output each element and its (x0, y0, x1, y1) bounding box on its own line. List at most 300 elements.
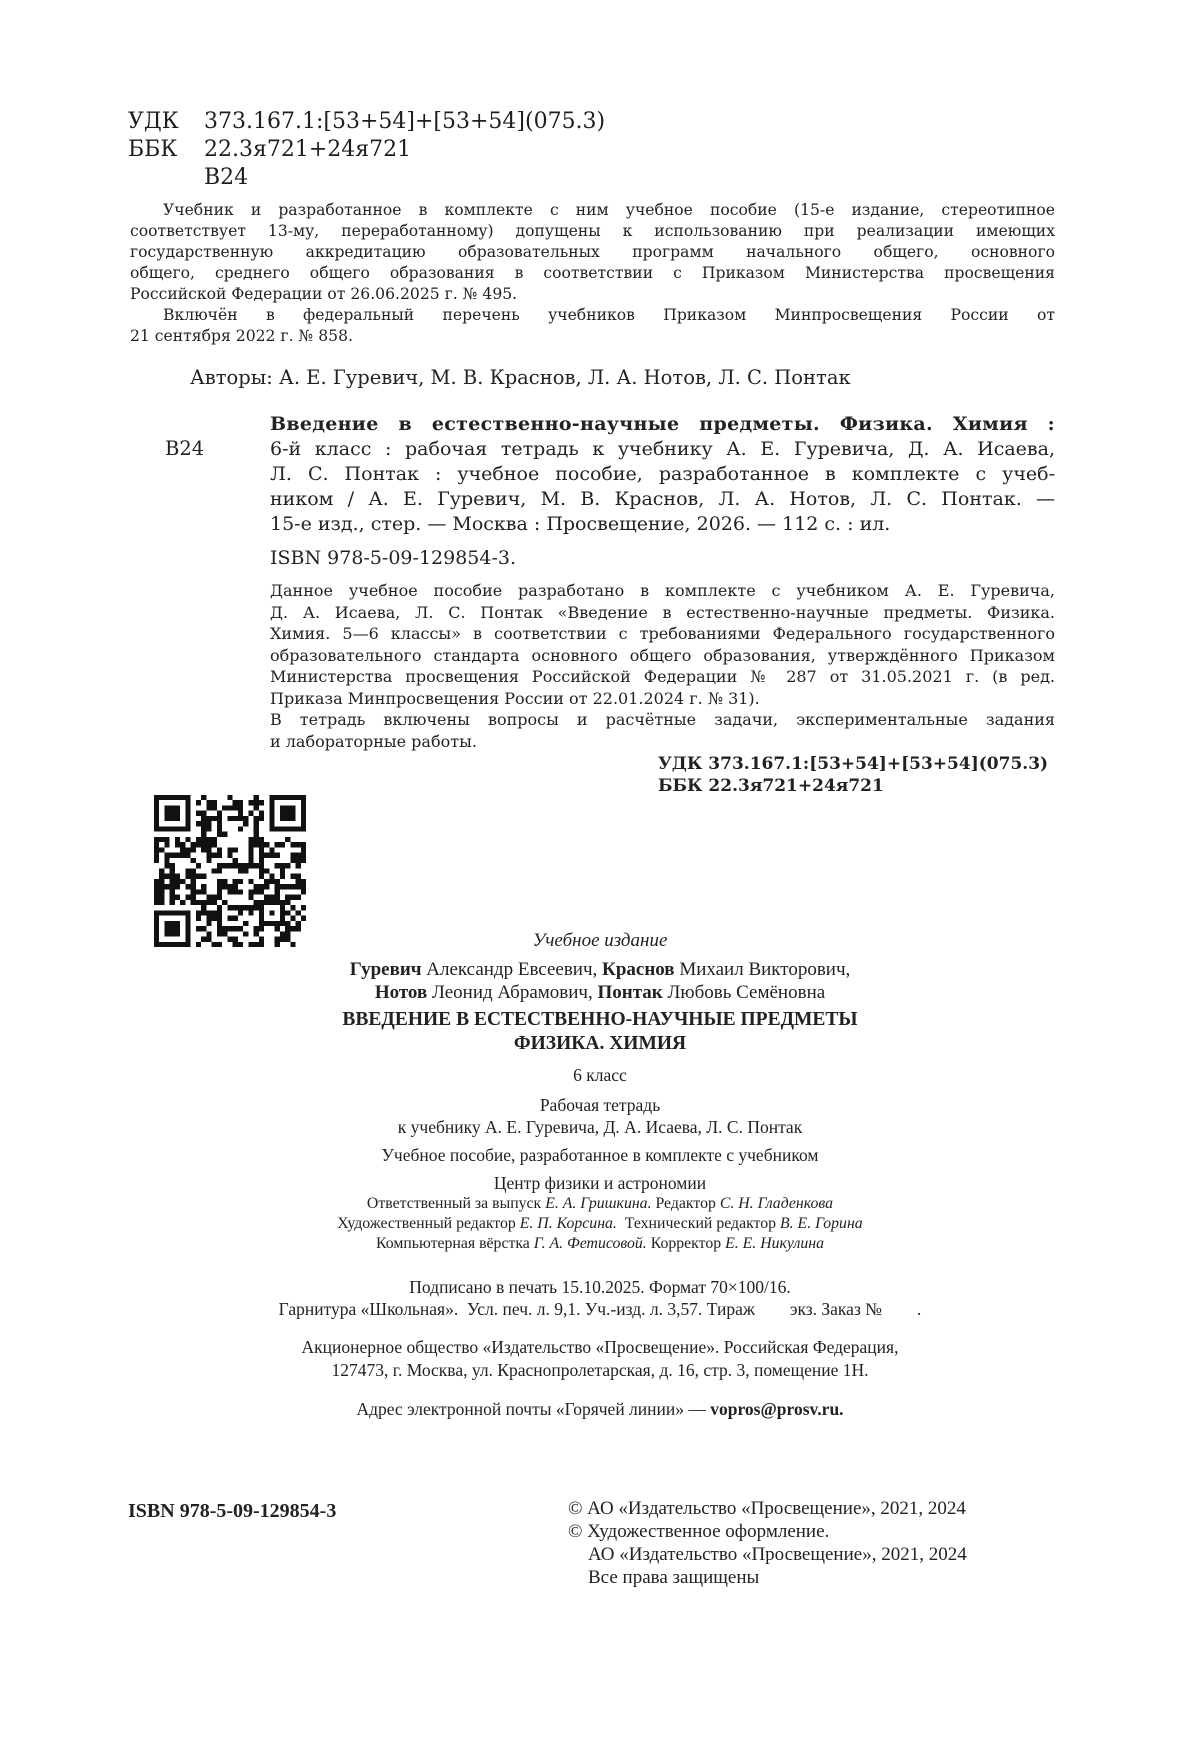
qr-module (269, 879, 274, 884)
qr-module (201, 795, 206, 800)
qr-module (164, 874, 169, 879)
qr-module (290, 916, 295, 921)
qr-module (254, 816, 259, 821)
print-signed: Подписано в печать 15.10.2025. Формат 70×100/16. (409, 1277, 791, 1297)
qr-module (185, 895, 190, 900)
qr-module (164, 858, 169, 863)
qr-module (212, 842, 217, 847)
edition-type: Учебное издание (532, 930, 668, 951)
qr-module (259, 858, 264, 863)
qr-module (296, 853, 301, 858)
qr-module (248, 800, 253, 805)
qr-module (259, 884, 264, 889)
qr-module (259, 874, 264, 879)
staff-role: Художественный редактор (337, 1215, 520, 1232)
staff-person: Е. П. Корсина. (519, 1215, 617, 1232)
qr-module (154, 858, 159, 863)
qr-module (233, 847, 238, 852)
qr-module (191, 895, 196, 900)
qr-module (248, 895, 253, 900)
approval-line: Российской Федерации от 26.06.2025 г. № 495. (130, 285, 518, 303)
qr-module (248, 853, 253, 858)
qr-module (185, 884, 190, 889)
qr-align-inner (269, 910, 274, 915)
qr-module (301, 858, 306, 863)
qr-module (170, 879, 175, 884)
qr-module (196, 874, 201, 879)
qr-module (275, 884, 280, 889)
qr-code-icon[interactable] (154, 795, 306, 947)
qr-module (254, 826, 259, 831)
qr-module (206, 858, 211, 863)
qr-module (269, 847, 274, 852)
qr-module (217, 832, 222, 837)
qr-module (191, 884, 196, 889)
qr-module (243, 863, 248, 868)
qr-module (269, 895, 274, 900)
qr-finder-inner (280, 805, 296, 821)
qr-module (201, 842, 206, 847)
qr-module (285, 837, 290, 842)
qr-module (206, 826, 211, 831)
contents-line: В тетрадь включены вопросы и расчётные задачи, экспериментальные задания (270, 710, 1055, 729)
qr-module (185, 853, 190, 858)
staff-person: Е. А. Гришкина. (545, 1195, 652, 1212)
qr-module (175, 884, 180, 889)
qr-module (227, 847, 232, 852)
qr-module (201, 889, 206, 894)
qr-module (248, 910, 253, 915)
publisher-line: Акционерное общество «Издательство «Просвещение». Российская Федерация, (301, 1337, 899, 1357)
qr-module (301, 879, 306, 884)
qr-module (196, 842, 201, 847)
qr-module (154, 853, 159, 858)
qr-module (296, 884, 301, 889)
annotation-line: Министерства просвещения Российской Федерации № 287 от 31.05.2021 г. (в ред. (270, 667, 1055, 686)
qr-module (175, 837, 180, 842)
qr-module (269, 853, 274, 858)
qr-module (264, 842, 269, 847)
qr-module (180, 853, 185, 858)
qr-module (217, 826, 222, 831)
qr-module (290, 895, 295, 900)
qr-module (206, 895, 211, 900)
qr-module (238, 826, 243, 831)
publishing-center: Центр физики и астрономии (493, 1173, 707, 1193)
qr-module (217, 879, 222, 884)
qr-module (206, 853, 211, 858)
qr-module (154, 884, 159, 889)
qr-module (238, 811, 243, 816)
qr-module (243, 821, 248, 826)
qr-module (248, 889, 253, 894)
staff-role: Технический редактор (616, 1215, 780, 1232)
author-name: Любовь Семёновна (667, 982, 826, 1003)
qr-module (254, 795, 259, 800)
staff-person: С. Н. Гладенкова (719, 1195, 834, 1212)
qr-module (212, 910, 217, 915)
qr-module (196, 900, 201, 905)
book-type: Рабочая тетрадь (539, 1095, 661, 1115)
qr-module (191, 879, 196, 884)
qr-module (280, 842, 285, 847)
author-surname: Понтак (597, 982, 663, 1003)
bibliographic-record (270, 412, 1055, 537)
qr-module (206, 800, 211, 805)
annotation-line: Приказа Минпросвещения России от 22.01.2024 г. № 31). (270, 688, 760, 708)
qr-module (170, 900, 175, 905)
qr-module (238, 889, 243, 894)
qr-module (222, 879, 227, 884)
qr-module (201, 884, 206, 889)
qr-module (212, 837, 217, 842)
qr-module (254, 832, 259, 837)
qr-module (180, 900, 185, 905)
qr-module (248, 811, 253, 816)
publisher-address: 127473, г. Москва, ул. Краснопролетарская, д. 16, стр. 3, помещение 1Н. (331, 1360, 869, 1380)
qr-module (233, 805, 238, 810)
qr-module (206, 821, 211, 826)
qr-module (227, 916, 232, 921)
qr-module (159, 895, 164, 900)
qr-module (296, 863, 301, 868)
qr-module (238, 816, 243, 821)
qr-module (196, 916, 201, 921)
federal-list-line: Включён в федеральный перечень учебников Приказом Минпросвещения России от (163, 306, 1055, 324)
qr-module (296, 910, 301, 915)
authors-full-line-1 (150, 958, 1050, 981)
qr-module (201, 821, 206, 826)
qr-module (227, 795, 232, 800)
qr-module (222, 863, 227, 868)
qr-module (191, 868, 196, 873)
qr-module (301, 842, 306, 847)
qr-module (259, 800, 264, 805)
federal-list-line: 21 сентября 2022 г. № 858. (130, 327, 353, 345)
qr-module (196, 910, 201, 915)
qr-module (254, 837, 259, 842)
qr-module (290, 842, 295, 847)
qr-module (201, 811, 206, 816)
qr-module (212, 853, 217, 858)
qr-module (170, 895, 175, 900)
authors-line: Авторы: А. Е. Гуревич, М. В. Краснов, Л. А. Нотов, Л. С. Понтак (190, 366, 851, 389)
qr-module (217, 853, 222, 858)
qr-module (212, 816, 217, 821)
udk-right-line: УДК 373.167.1:[53+54]+[53+54](075.3) (658, 754, 1049, 774)
qr-module (154, 900, 159, 905)
qr-module (280, 874, 285, 879)
grade: 6 класс (573, 1065, 627, 1085)
qr-module (212, 868, 217, 873)
qr-module (264, 868, 269, 873)
bib-line: 6-й класс : рабочая тетрадь к учебнику А. Е. Гуревича, Д. А. Исаева, (270, 438, 1055, 460)
qr-module (175, 853, 180, 858)
staff-role: Корректор (646, 1235, 726, 1252)
qr-module (290, 853, 295, 858)
colophon-title-line-2: ФИЗИКА. ХИМИЯ (513, 1033, 687, 1054)
qr-module (217, 884, 222, 889)
qr-module (154, 889, 159, 894)
qr-module (254, 842, 259, 847)
qr-module (275, 895, 280, 900)
qr-module (164, 853, 169, 858)
approval-line: соответствует 13-му, переработанному) допущены к использованию при реализации имеющих (130, 222, 1055, 240)
hotline-email-link[interactable]: vopros@prosv.ru. (710, 1399, 844, 1419)
book-type-description: Учебное пособие, разработанное в комплекте с учебником (381, 1145, 819, 1165)
qr-module (217, 916, 222, 921)
qr-module (275, 879, 280, 884)
qr-module (217, 921, 222, 926)
qr-module (164, 842, 169, 847)
staff-person: Г. А. Фетисовой. (533, 1235, 647, 1252)
qr-module (154, 847, 159, 852)
bbk-right-line: ББК 22.3я721+24я721 (658, 776, 884, 796)
qr-module (154, 842, 159, 847)
qr-module (159, 868, 164, 873)
qr-module (238, 805, 243, 810)
qr-module (159, 879, 164, 884)
qr-module (212, 900, 217, 905)
qr-module (254, 884, 259, 889)
copyright-line: АО «Издательство «Просвещение», 2021, 2024 (588, 1544, 967, 1565)
qr-module (217, 863, 222, 868)
bbk-label: ББК (128, 137, 178, 162)
qr-module (238, 879, 243, 884)
udk-value: 373.167.1:[53+54]+[53+54](075.3) (204, 109, 606, 134)
qr-module (175, 895, 180, 900)
qr-module (248, 842, 253, 847)
contents-line: и лабораторные работы. (270, 731, 477, 751)
qr-module (217, 910, 222, 915)
qr-module (301, 889, 306, 894)
qr-module (201, 837, 206, 842)
qr-module (201, 826, 206, 831)
qr-module (201, 816, 206, 821)
qr-module (201, 847, 206, 852)
qr-code-graphic (154, 795, 306, 947)
qr-module (196, 863, 201, 868)
qr-module (217, 868, 222, 873)
qr-module (217, 811, 222, 816)
qr-module (196, 800, 201, 805)
qr-module (196, 811, 201, 816)
qr-module (248, 863, 253, 868)
qr-module (269, 874, 274, 879)
qr-module (217, 847, 222, 852)
qr-module (217, 895, 222, 900)
qr-module (243, 905, 248, 910)
staff-person: В. Е. Горина (780, 1215, 863, 1232)
qr-module (233, 884, 238, 889)
qr-module (296, 895, 301, 900)
authors-full-line-2 (150, 981, 1050, 1004)
bib-line: 15-е изд., стер. — Москва : Просвещение, 2026. — 112 с. : ил. (270, 513, 891, 535)
qr-module (296, 842, 301, 847)
qr-module (264, 895, 269, 900)
qr-module (227, 853, 232, 858)
qr-module (275, 863, 280, 868)
staff-role: Компьютерная вёрстка (376, 1235, 534, 1252)
copyright-line: © Художественное оформление. (568, 1521, 830, 1542)
qr-module (254, 905, 259, 910)
qr-module (170, 884, 175, 889)
qr-module (159, 884, 164, 889)
qr-module (280, 868, 285, 873)
staff-line (150, 1234, 1050, 1254)
qr-module (254, 821, 259, 826)
staff-role: Редактор (651, 1195, 720, 1212)
qr-module (301, 853, 306, 858)
qr-module (227, 816, 232, 821)
qr-module (254, 805, 259, 810)
qr-module (222, 884, 227, 889)
print-details: Гарнитура «Школьная». Усл. печ. л. 9,1. Уч.-изд. л. 3,57. Тираж экз. Заказ № . (278, 1299, 922, 1319)
qr-module (206, 847, 211, 852)
qr-module (217, 821, 222, 826)
qr-module (196, 821, 201, 826)
author-name: Александр Евсеевич, (426, 959, 598, 980)
qr-module (222, 805, 227, 810)
bbk-value: 22.3я721+24я721 (204, 137, 412, 162)
qr-module (285, 895, 290, 900)
staff-line (150, 1194, 1050, 1214)
qr-module (233, 905, 238, 910)
annotation-line: Данное учебное пособие разработано в комплекте с учебником А. Е. Гуревича, (270, 581, 1055, 600)
qr-module (164, 837, 169, 842)
qr-module (275, 842, 280, 847)
qr-module (185, 837, 190, 842)
qr-module (159, 900, 164, 905)
qr-module (196, 889, 201, 894)
qr-module (275, 889, 280, 894)
qr-module (227, 863, 232, 868)
qr-module (259, 842, 264, 847)
qr-module (290, 858, 295, 863)
annotation-line: образовательного стандарта основного общего образования, утверждённого Приказом (270, 645, 1055, 665)
qr-module (301, 884, 306, 889)
qr-module (217, 905, 222, 910)
isbn-record: ISBN 978-5-09-129854-3. (270, 547, 517, 569)
qr-finder-inner (164, 805, 180, 821)
qr-module (248, 858, 253, 863)
qr-module (175, 842, 180, 847)
qr-module (154, 879, 159, 884)
qr-module (164, 863, 169, 868)
qr-module (238, 910, 243, 915)
qr-module (301, 847, 306, 852)
qr-module (285, 863, 290, 868)
qr-module (275, 853, 280, 858)
qr-module (170, 889, 175, 894)
qr-module (285, 884, 290, 889)
qr-module (175, 874, 180, 879)
qr-module (296, 879, 301, 884)
annotation (270, 580, 1055, 752)
qr-module (285, 900, 290, 905)
qr-module (217, 816, 222, 821)
rights-reserved: Все права защищены (588, 1567, 760, 1588)
qr-module (206, 916, 211, 921)
qr-module (248, 879, 253, 884)
qr-module (296, 874, 301, 879)
udk-bbk-right (658, 753, 1048, 797)
qr-module (201, 832, 206, 837)
qr-module (259, 811, 264, 816)
approval-line: Учебник и разработанное в комплекте с ним учебное пособие (15-е издание, стереотипное (163, 201, 1055, 219)
bib-line: Л. С. Понтак : учебное пособие, разработанное в комплекте с учеб- (270, 463, 1055, 485)
qr-module (227, 884, 232, 889)
qr-module (159, 889, 164, 894)
qr-module (180, 879, 185, 884)
qr-module (159, 837, 164, 842)
qr-module (285, 910, 290, 915)
qr-module (254, 800, 259, 805)
annotation-line: Д. А. Исаева, Л. С. Понтак «Введение в естественно-научные предметы. Физика. (270, 602, 1055, 622)
qr-module (227, 889, 232, 894)
qr-module (191, 889, 196, 894)
qr-module (233, 889, 238, 894)
colophon (150, 930, 1050, 1420)
qr-module (227, 905, 232, 910)
qr-module (259, 863, 264, 868)
qr-module (206, 910, 211, 915)
copyright-line: © АО «Издательство «Просвещение», 2021, 2024 (568, 1498, 966, 1519)
qr-module (206, 900, 211, 905)
qr-module (259, 847, 264, 852)
hotline-label: Адрес электронной почты «Горячей линии» — (356, 1399, 711, 1419)
qr-module (233, 816, 238, 821)
qr-module (185, 868, 190, 873)
qr-module (196, 837, 201, 842)
author-name: Леонид Абрамович, (431, 982, 593, 1003)
qr-module (233, 858, 238, 863)
qr-module (259, 816, 264, 821)
qr-module (243, 868, 248, 873)
qr-module (191, 858, 196, 863)
book-title: Введение в естественно-научные предметы. Физика. Химия : (270, 413, 1055, 435)
author-surname: Нотов (374, 982, 428, 1003)
qr-module (254, 863, 259, 868)
qr-module (296, 858, 301, 863)
qr-module (233, 879, 238, 884)
qr-module (238, 868, 243, 873)
footer-isbn: ISBN 978-5-09-129854-3 (128, 1500, 337, 1522)
udk-label: УДК (128, 109, 179, 134)
qr-module (296, 921, 301, 926)
bib-line: ником / А. Е. Гуревич, М. В. Краснов, Л. А. Нотов, Л. С. Понтак. — (270, 488, 1055, 510)
qr-module (191, 842, 196, 847)
annotation-line: Химия. 5—6 классы» в соответствии с требованиями Федерального государственного (270, 624, 1055, 643)
bibliographic-code: В24 (165, 437, 205, 460)
qr-module (212, 916, 217, 921)
qr-module (248, 837, 253, 842)
qr-module (259, 837, 264, 842)
qr-module (290, 905, 295, 910)
qr-module (170, 874, 175, 879)
book-type-textbook: к учебнику А. Е. Гуревича, Д. А. Исаева, Л. С. Понтак (397, 1117, 803, 1137)
qr-module (212, 895, 217, 900)
copyright-block (568, 1497, 967, 1589)
approval-line: государственную аккредитацию образовательных программ начального общего, основного (130, 243, 1055, 261)
qr-module (170, 868, 175, 873)
bbk-row (128, 136, 605, 164)
qr-module (191, 900, 196, 905)
qr-module (238, 863, 243, 868)
qr-module (175, 879, 180, 884)
qr-module (206, 805, 211, 810)
qr-module (206, 842, 211, 847)
